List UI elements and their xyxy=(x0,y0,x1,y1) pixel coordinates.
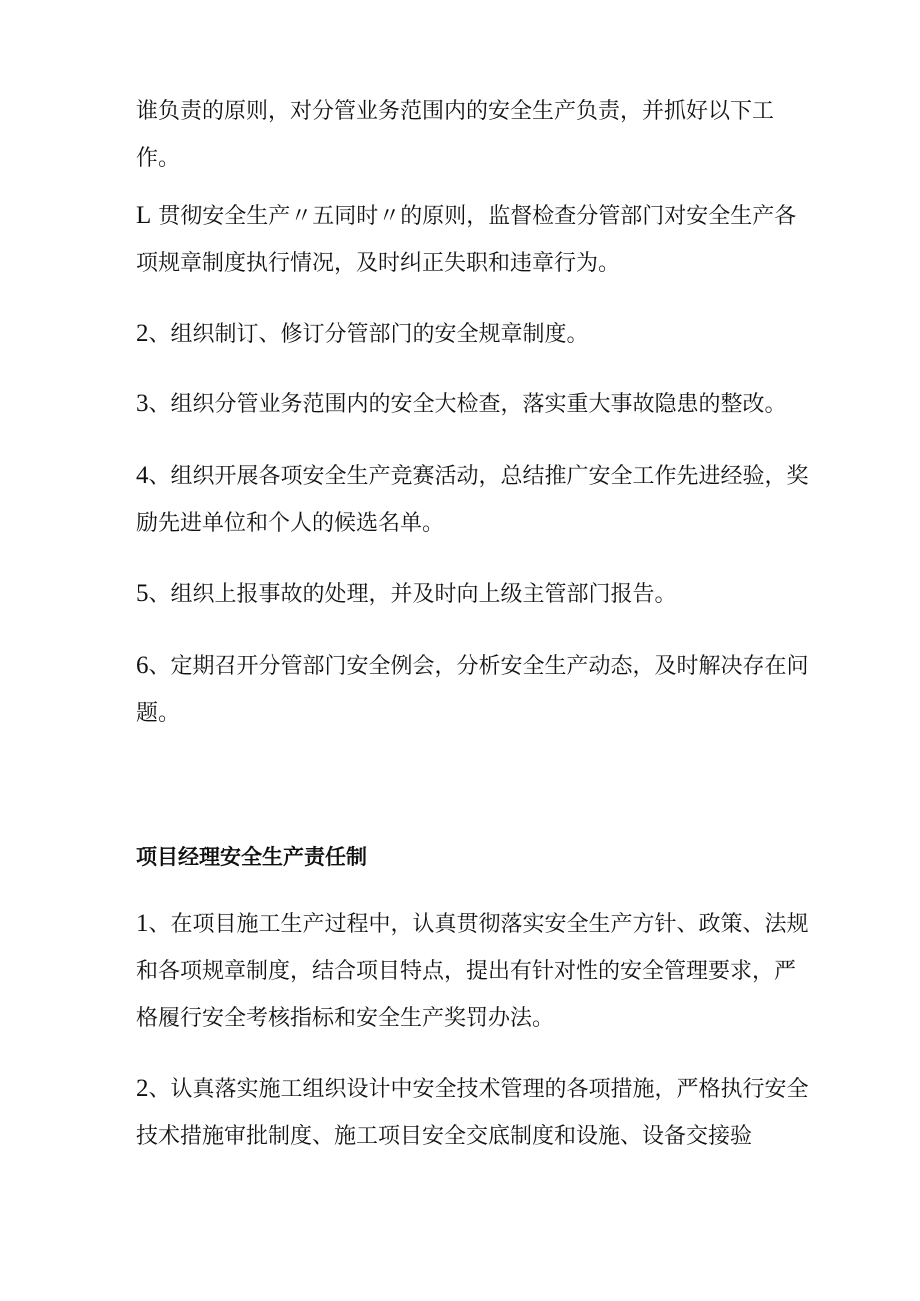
list-marker: 1 xyxy=(136,910,149,937)
list-item-b1 xyxy=(136,900,816,1042)
list-marker: 6 xyxy=(136,652,149,679)
list-marker: 2 xyxy=(136,320,149,347)
list-item-b2 xyxy=(136,1065,816,1160)
list-item-2 xyxy=(136,310,816,358)
list-item-text: 、定期召开分管部门安全例会，分析安全生产动态，及时解决存在问题。 xyxy=(136,654,809,726)
list-item-5 xyxy=(136,570,816,618)
list-item-1 xyxy=(136,192,816,287)
list-item-text: 、认真落实施工组织设计中安全技术管理的各项措施，严格执行安全技术措施审批制度、施工项目安全交底制度和设施、设备交接验 xyxy=(136,1077,809,1149)
list-item-text: 贯彻安全生产〃五同时〃的原则，监督检查分管部门对安全生产各项规章制度执行情况，及时纠正失职和违章行为。 xyxy=(136,204,797,276)
list-marker: 2 xyxy=(136,1075,149,1102)
list-marker: 5 xyxy=(136,580,149,607)
list-marker: 3 xyxy=(136,390,149,417)
list-item-text: 、在项目施工生产过程中，认真贯彻落实安全生产方针、政策、法规和各项规章制度，结合项目特点，提出有针对性的安全管理要求，严格履行安全考核指标和安全生产奖罚办法。 xyxy=(136,912,809,1031)
list-item-6 xyxy=(136,642,816,737)
list-marker: L xyxy=(136,202,152,229)
list-marker: 4 xyxy=(136,462,149,489)
section-title: 项目经理安全生产责任制 xyxy=(136,845,367,869)
list-item-text: 、组织制订、修订分管部门的安全规章制度。 xyxy=(148,322,589,347)
paragraph-intro xyxy=(136,88,816,182)
list-item-4 xyxy=(136,452,816,547)
list-item-text: 、组织开展各项安全生产竞赛活动，总结推广安全工作先进经验，奖励先进单位和个人的候选名单。 xyxy=(136,464,809,536)
paragraph-text: 谁负责的原则，对分管业务范围内的安全生产负责，并抓好以下工作。 xyxy=(136,99,775,171)
list-item-text: 、组织分管业务范围内的安全大检查，落实重大事故隐患的整改。 xyxy=(148,392,787,417)
list-item-text: 、组织上报事故的处理，并及时向上级主管部门报告。 xyxy=(148,582,677,607)
list-item-3 xyxy=(136,380,816,428)
